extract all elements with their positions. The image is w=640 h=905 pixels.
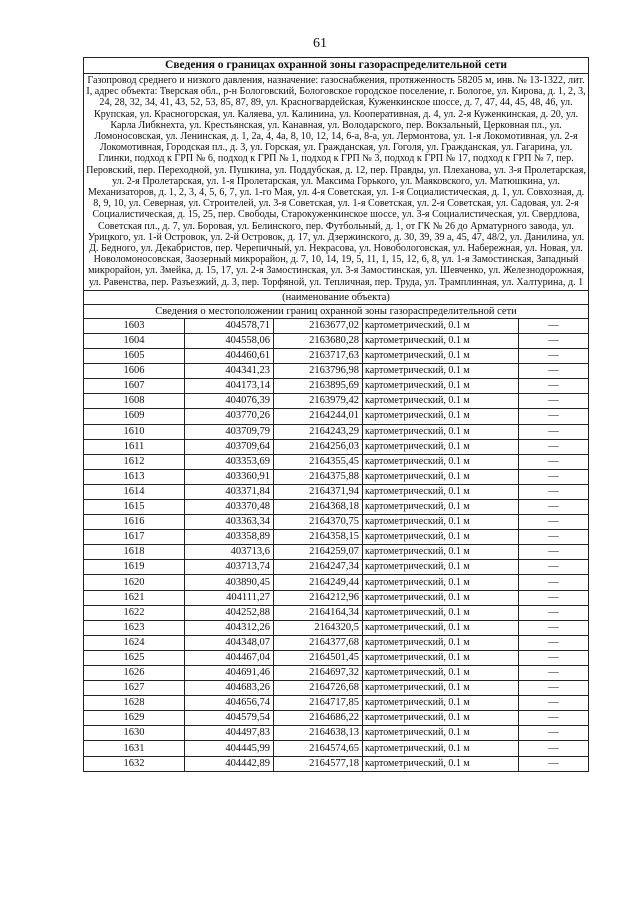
method-accuracy-cell: картометрический, 0.1 м <box>363 560 519 575</box>
x-coordinate-cell: 404076,39 <box>185 394 274 409</box>
method-accuracy-cell: картометрический, 0.1 м <box>363 484 519 499</box>
note-cell: — <box>519 530 589 545</box>
note-cell: — <box>519 635 589 650</box>
method-accuracy-cell: картометрический, 0.1 м <box>363 439 519 454</box>
y-coordinate-cell: 2164574,65 <box>274 741 363 756</box>
x-coordinate-cell: 404578,71 <box>185 318 274 333</box>
note-cell: — <box>519 666 589 681</box>
table-body <box>84 58 589 772</box>
table-row <box>84 364 589 379</box>
point-number-cell: 1630 <box>84 726 185 741</box>
note-cell: — <box>519 424 589 439</box>
table-row <box>84 515 589 530</box>
y-coordinate-cell: 2164370,75 <box>274 515 363 530</box>
point-number-cell: 1626 <box>84 666 185 681</box>
table-title: Сведения о границах охранной зоны газораспределительной сети <box>84 58 589 74</box>
y-coordinate-cell: 2163680,28 <box>274 333 363 348</box>
object-caption: (наименование объекта) <box>84 290 589 304</box>
table-row <box>84 409 589 424</box>
y-coordinate-cell: 2164501,45 <box>274 650 363 665</box>
method-accuracy-cell: картометрический, 0.1 м <box>363 515 519 530</box>
y-coordinate-cell: 2164244,01 <box>274 409 363 424</box>
method-accuracy-cell: картометрический, 0.1 м <box>363 696 519 711</box>
y-coordinate-cell: 2164371,94 <box>274 484 363 499</box>
x-coordinate-cell: 403890,45 <box>185 575 274 590</box>
method-accuracy-cell: картометрический, 0.1 м <box>363 756 519 771</box>
method-accuracy-cell: картометрический, 0.1 м <box>363 364 519 379</box>
y-coordinate-cell: 2163677,02 <box>274 318 363 333</box>
note-cell: — <box>519 379 589 394</box>
note-cell: — <box>519 605 589 620</box>
method-accuracy-cell: картометрический, 0.1 м <box>363 726 519 741</box>
section-title: Сведения о местоположении границ охранной зоны газораспределительной сети <box>84 304 589 318</box>
method-accuracy-cell: картометрический, 0.1 м <box>363 499 519 514</box>
method-accuracy-cell: картометрический, 0.1 м <box>363 424 519 439</box>
boundary-info-table <box>83 57 589 772</box>
object-description: Газопровод среднего и низкого давления, назначение: газоснабжения, протяженность 58205 м, инв. № 13-1322, лит. I, адрес объекта: Тверская обл., р-н Бологовский, Бологовское городское поселение, г. Бологое, ул. Кирова, д. 1, 2, 3, 24, 28, 32, 34, 41, 43, 52, 53, 85, 87, 89, ул. Красногвардейская, Куженкинское шоссе, д. 7, 47, 44, 45, 48, 46, ул. Крупская, ул. Красногорская, ул. Каляева, ул. Калинина, ул. Кооперативная, д. 4, ул. 2-я Куженкинская, д. 20, ул. Карла Либкнехта, ул. Крестьянская, ул. Канавная, ул. Володарского, пер. Вокзальный, Церковная пл., ул. Ломоносовская, ул. Ленинская, д. 1, 2а, 4, 4а, 8, 10, 12, 14, 6-а, 8-а, ул. Лермонтова, ул. 1-я Локомотивная, ул. 2-я Локомотивная, Городская пл., д. 3, ул. Горская, ул. Гражданская, ул. Гоголя, ул. Гражданская, ул. Гагарина, ул. Глинки, подход к ГРП № 6, подход к ГРП № 1, подход к ГРП № 3, подход к ГРП № 17, подход к ГРП № 7, пер. Перовский, пер. Переходной, ул. Пушкина, ул. Поддубская, д. 12, пер. Правды, ул. Плеханова, ул. 3-я Пролетарская, ул. 2-я Пролетарская, ул. 1-я Пролетарская, ул. Максима Горького, ул. Маяковского, ул. Матюшкина, ул. Механизаторов, д. 1, 2, 3, 4, 5, 6, 7, ул. 1-го Мая, ул. 4-я Советская, ул. 1-я Социалистическая, д. 1, ул. Совхозная, д. 8, 9, 10, ул. Северная, ул. Строителей, ул. 3-я Советская, ул. 1-я Советская, ул. 2-я Советская, ул. Садовая, ул. 2-я Социалистическая, д. 15, 25, пер. Свободы, Старокуженкинское шоссе, ул. 3-я Социалистическая, ул. Свердлова, Советская пл., д. 7, ул. Боровая, ул. Белинского, пер. Футбольный, д. 1, от ГК № 26 до Арматурного завода, ул. Урицкого, ул. 1-й Островок, ул. 2-й Островок, д. 17, ул. Дзержинского, д. 30, 39, 39 а, 45, 47, 48/2, ул. Данилина, ул. Д. Бедного, ул. Декабристов, пер. Черепичный, ул. Некрасова, ул. Новобологовская, ул. Набережная, ул. Новая, ул. Новоломоносовская, Заозерный микрорайон, д. 7, 10, 14, 19, 5, 11, 1, 15, 12, 6, 8, ул. 1-я Замостинская, Западный микрорайон, ул. Змейка, д. 15, 17, ул. 2-я Замостинская, ул. 3-я Замостинская, ул. Шевченко, ул. Железнодорожная, ул. Равенства, пер. Разъезжий, д. 3, пер. Торфяной, ул. Тепличная, пер. Труда, ул. Трамплинная, ул. Халтурина, д. 1 <box>84 74 589 291</box>
method-accuracy-cell: картометрический, 0.1 м <box>363 530 519 545</box>
note-cell: — <box>519 484 589 499</box>
note-cell: — <box>519 756 589 771</box>
y-coordinate-cell: 2164358,15 <box>274 530 363 545</box>
x-coordinate-cell: 404497,83 <box>185 726 274 741</box>
x-coordinate-cell: 403709,64 <box>185 439 274 454</box>
note-cell: — <box>519 711 589 726</box>
table-row <box>84 635 589 650</box>
note-cell: — <box>519 681 589 696</box>
page-number: 61 <box>313 36 327 51</box>
x-coordinate-cell: 403371,84 <box>185 484 274 499</box>
y-coordinate-cell: 2164368,18 <box>274 499 363 514</box>
table-row <box>84 711 589 726</box>
table-row <box>84 696 589 711</box>
object-caption-row <box>84 290 589 304</box>
x-coordinate-cell: 403370,48 <box>185 499 274 514</box>
note-cell: — <box>519 650 589 665</box>
table-row <box>84 620 589 635</box>
point-number-cell: 1609 <box>84 409 185 424</box>
point-number-cell: 1618 <box>84 545 185 560</box>
point-number-cell: 1632 <box>84 756 185 771</box>
y-coordinate-cell: 2164247,34 <box>274 560 363 575</box>
note-cell: — <box>519 439 589 454</box>
table-row <box>84 726 589 741</box>
method-accuracy-cell: картометрический, 0.1 м <box>363 650 519 665</box>
table-row <box>84 590 589 605</box>
y-coordinate-cell: 2164375,88 <box>274 469 363 484</box>
point-number-cell: 1612 <box>84 454 185 469</box>
point-number-cell: 1607 <box>84 379 185 394</box>
section-title-row <box>84 304 589 318</box>
method-accuracy-cell: картометрический, 0.1 м <box>363 454 519 469</box>
point-number-cell: 1617 <box>84 530 185 545</box>
note-cell: — <box>519 696 589 711</box>
y-coordinate-cell: 2164577,18 <box>274 756 363 771</box>
y-coordinate-cell: 2164259,07 <box>274 545 363 560</box>
x-coordinate-cell: 404579,54 <box>185 711 274 726</box>
point-number-cell: 1625 <box>84 650 185 665</box>
method-accuracy-cell: картометрический, 0.1 м <box>363 605 519 620</box>
point-number-cell: 1605 <box>84 349 185 364</box>
point-number-cell: 1623 <box>84 620 185 635</box>
method-accuracy-cell: картометрический, 0.1 м <box>363 711 519 726</box>
point-number-cell: 1616 <box>84 515 185 530</box>
x-coordinate-cell: 404252,88 <box>185 605 274 620</box>
title-row <box>84 58 589 74</box>
point-number-cell: 1621 <box>84 590 185 605</box>
method-accuracy-cell: картометрический, 0.1 м <box>363 545 519 560</box>
table-row <box>84 530 589 545</box>
y-coordinate-cell: 2164164,34 <box>274 605 363 620</box>
object-description-row <box>84 74 589 291</box>
note-cell: — <box>519 575 589 590</box>
y-coordinate-cell: 2163796,98 <box>274 364 363 379</box>
point-number-cell: 1613 <box>84 469 185 484</box>
note-cell: — <box>519 545 589 560</box>
x-coordinate-cell: 404111,27 <box>185 590 274 605</box>
point-number-cell: 1619 <box>84 560 185 575</box>
x-coordinate-cell: 404558,06 <box>185 333 274 348</box>
table-row <box>84 484 589 499</box>
table-row <box>84 379 589 394</box>
x-coordinate-cell: 403713,74 <box>185 560 274 575</box>
x-coordinate-cell: 403353,69 <box>185 454 274 469</box>
x-coordinate-cell: 404656,74 <box>185 696 274 711</box>
table-row <box>84 349 589 364</box>
y-coordinate-cell: 2163717,63 <box>274 349 363 364</box>
table-row <box>84 666 589 681</box>
method-accuracy-cell: картометрический, 0.1 м <box>363 469 519 484</box>
point-number-cell: 1611 <box>84 439 185 454</box>
note-cell: — <box>519 726 589 741</box>
x-coordinate-cell: 403363,34 <box>185 515 274 530</box>
point-number-cell: 1622 <box>84 605 185 620</box>
boundary-info-table-block <box>83 57 588 772</box>
x-coordinate-cell: 403770,26 <box>185 409 274 424</box>
note-cell: — <box>519 454 589 469</box>
point-number-cell: 1610 <box>84 424 185 439</box>
method-accuracy-cell: картометрический, 0.1 м <box>363 409 519 424</box>
point-number-cell: 1627 <box>84 681 185 696</box>
note-cell: — <box>519 499 589 514</box>
table-row <box>84 469 589 484</box>
note-cell: — <box>519 560 589 575</box>
table-row <box>84 741 589 756</box>
table-row <box>84 424 589 439</box>
x-coordinate-cell: 403709,79 <box>185 424 274 439</box>
method-accuracy-cell: картометрический, 0.1 м <box>363 318 519 333</box>
method-accuracy-cell: картометрический, 0.1 м <box>363 575 519 590</box>
note-cell: — <box>519 333 589 348</box>
point-number-cell: 1603 <box>84 318 185 333</box>
point-number-cell: 1606 <box>84 364 185 379</box>
y-coordinate-cell: 2164726,68 <box>274 681 363 696</box>
table-row <box>84 605 589 620</box>
point-number-cell: 1614 <box>84 484 185 499</box>
x-coordinate-cell: 404683,26 <box>185 681 274 696</box>
table-row <box>84 439 589 454</box>
table-row <box>84 318 589 333</box>
y-coordinate-cell: 2164355,45 <box>274 454 363 469</box>
point-number-cell: 1615 <box>84 499 185 514</box>
y-coordinate-cell: 2164320,5 <box>274 620 363 635</box>
method-accuracy-cell: картометрический, 0.1 м <box>363 681 519 696</box>
note-cell: — <box>519 349 589 364</box>
note-cell: — <box>519 590 589 605</box>
point-number-cell: 1620 <box>84 575 185 590</box>
x-coordinate-cell: 403360,91 <box>185 469 274 484</box>
note-cell: — <box>519 364 589 379</box>
table-row <box>84 756 589 771</box>
y-coordinate-cell: 2164686,22 <box>274 711 363 726</box>
y-coordinate-cell: 2164256,03 <box>274 439 363 454</box>
table-row <box>84 681 589 696</box>
point-number-cell: 1629 <box>84 711 185 726</box>
table-row <box>84 545 589 560</box>
y-coordinate-cell: 2164212,96 <box>274 590 363 605</box>
x-coordinate-cell: 403358,89 <box>185 530 274 545</box>
note-cell: — <box>519 409 589 424</box>
x-coordinate-cell: 403713,6 <box>185 545 274 560</box>
method-accuracy-cell: картометрический, 0.1 м <box>363 333 519 348</box>
table-row <box>84 650 589 665</box>
y-coordinate-cell: 2163979,42 <box>274 394 363 409</box>
method-accuracy-cell: картометрический, 0.1 м <box>363 379 519 394</box>
x-coordinate-cell: 404445,99 <box>185 741 274 756</box>
y-coordinate-cell: 2164638,13 <box>274 726 363 741</box>
x-coordinate-cell: 404173,14 <box>185 379 274 394</box>
table-row <box>84 499 589 514</box>
point-number-cell: 1628 <box>84 696 185 711</box>
y-coordinate-cell: 2164243,29 <box>274 424 363 439</box>
method-accuracy-cell: картометрический, 0.1 м <box>363 394 519 409</box>
note-cell: — <box>519 469 589 484</box>
y-coordinate-cell: 2163895,69 <box>274 379 363 394</box>
note-cell: — <box>519 620 589 635</box>
point-number-cell: 1604 <box>84 333 185 348</box>
y-coordinate-cell: 2164377,68 <box>274 635 363 650</box>
method-accuracy-cell: картометрический, 0.1 м <box>363 620 519 635</box>
x-coordinate-cell: 404691,46 <box>185 666 274 681</box>
method-accuracy-cell: картометрический, 0.1 м <box>363 590 519 605</box>
y-coordinate-cell: 2164249,44 <box>274 575 363 590</box>
x-coordinate-cell: 404348,07 <box>185 635 274 650</box>
note-cell: — <box>519 394 589 409</box>
x-coordinate-cell: 404460,61 <box>185 349 274 364</box>
note-cell: — <box>519 741 589 756</box>
point-number-cell: 1608 <box>84 394 185 409</box>
method-accuracy-cell: картометрический, 0.1 м <box>363 635 519 650</box>
x-coordinate-cell: 404442,89 <box>185 756 274 771</box>
x-coordinate-cell: 404312,26 <box>185 620 274 635</box>
table-row <box>84 575 589 590</box>
y-coordinate-cell: 2164717,85 <box>274 696 363 711</box>
note-cell: — <box>519 515 589 530</box>
y-coordinate-cell: 2164697,32 <box>274 666 363 681</box>
note-cell: — <box>519 318 589 333</box>
table-row <box>84 333 589 348</box>
point-number-cell: 1631 <box>84 741 185 756</box>
table-row <box>84 394 589 409</box>
method-accuracy-cell: картометрический, 0.1 м <box>363 741 519 756</box>
table-row <box>84 560 589 575</box>
table-row <box>84 454 589 469</box>
point-number-cell: 1624 <box>84 635 185 650</box>
x-coordinate-cell: 404341,23 <box>185 364 274 379</box>
x-coordinate-cell: 404467,04 <box>185 650 274 665</box>
method-accuracy-cell: картометрический, 0.1 м <box>363 666 519 681</box>
method-accuracy-cell: картометрический, 0.1 м <box>363 349 519 364</box>
